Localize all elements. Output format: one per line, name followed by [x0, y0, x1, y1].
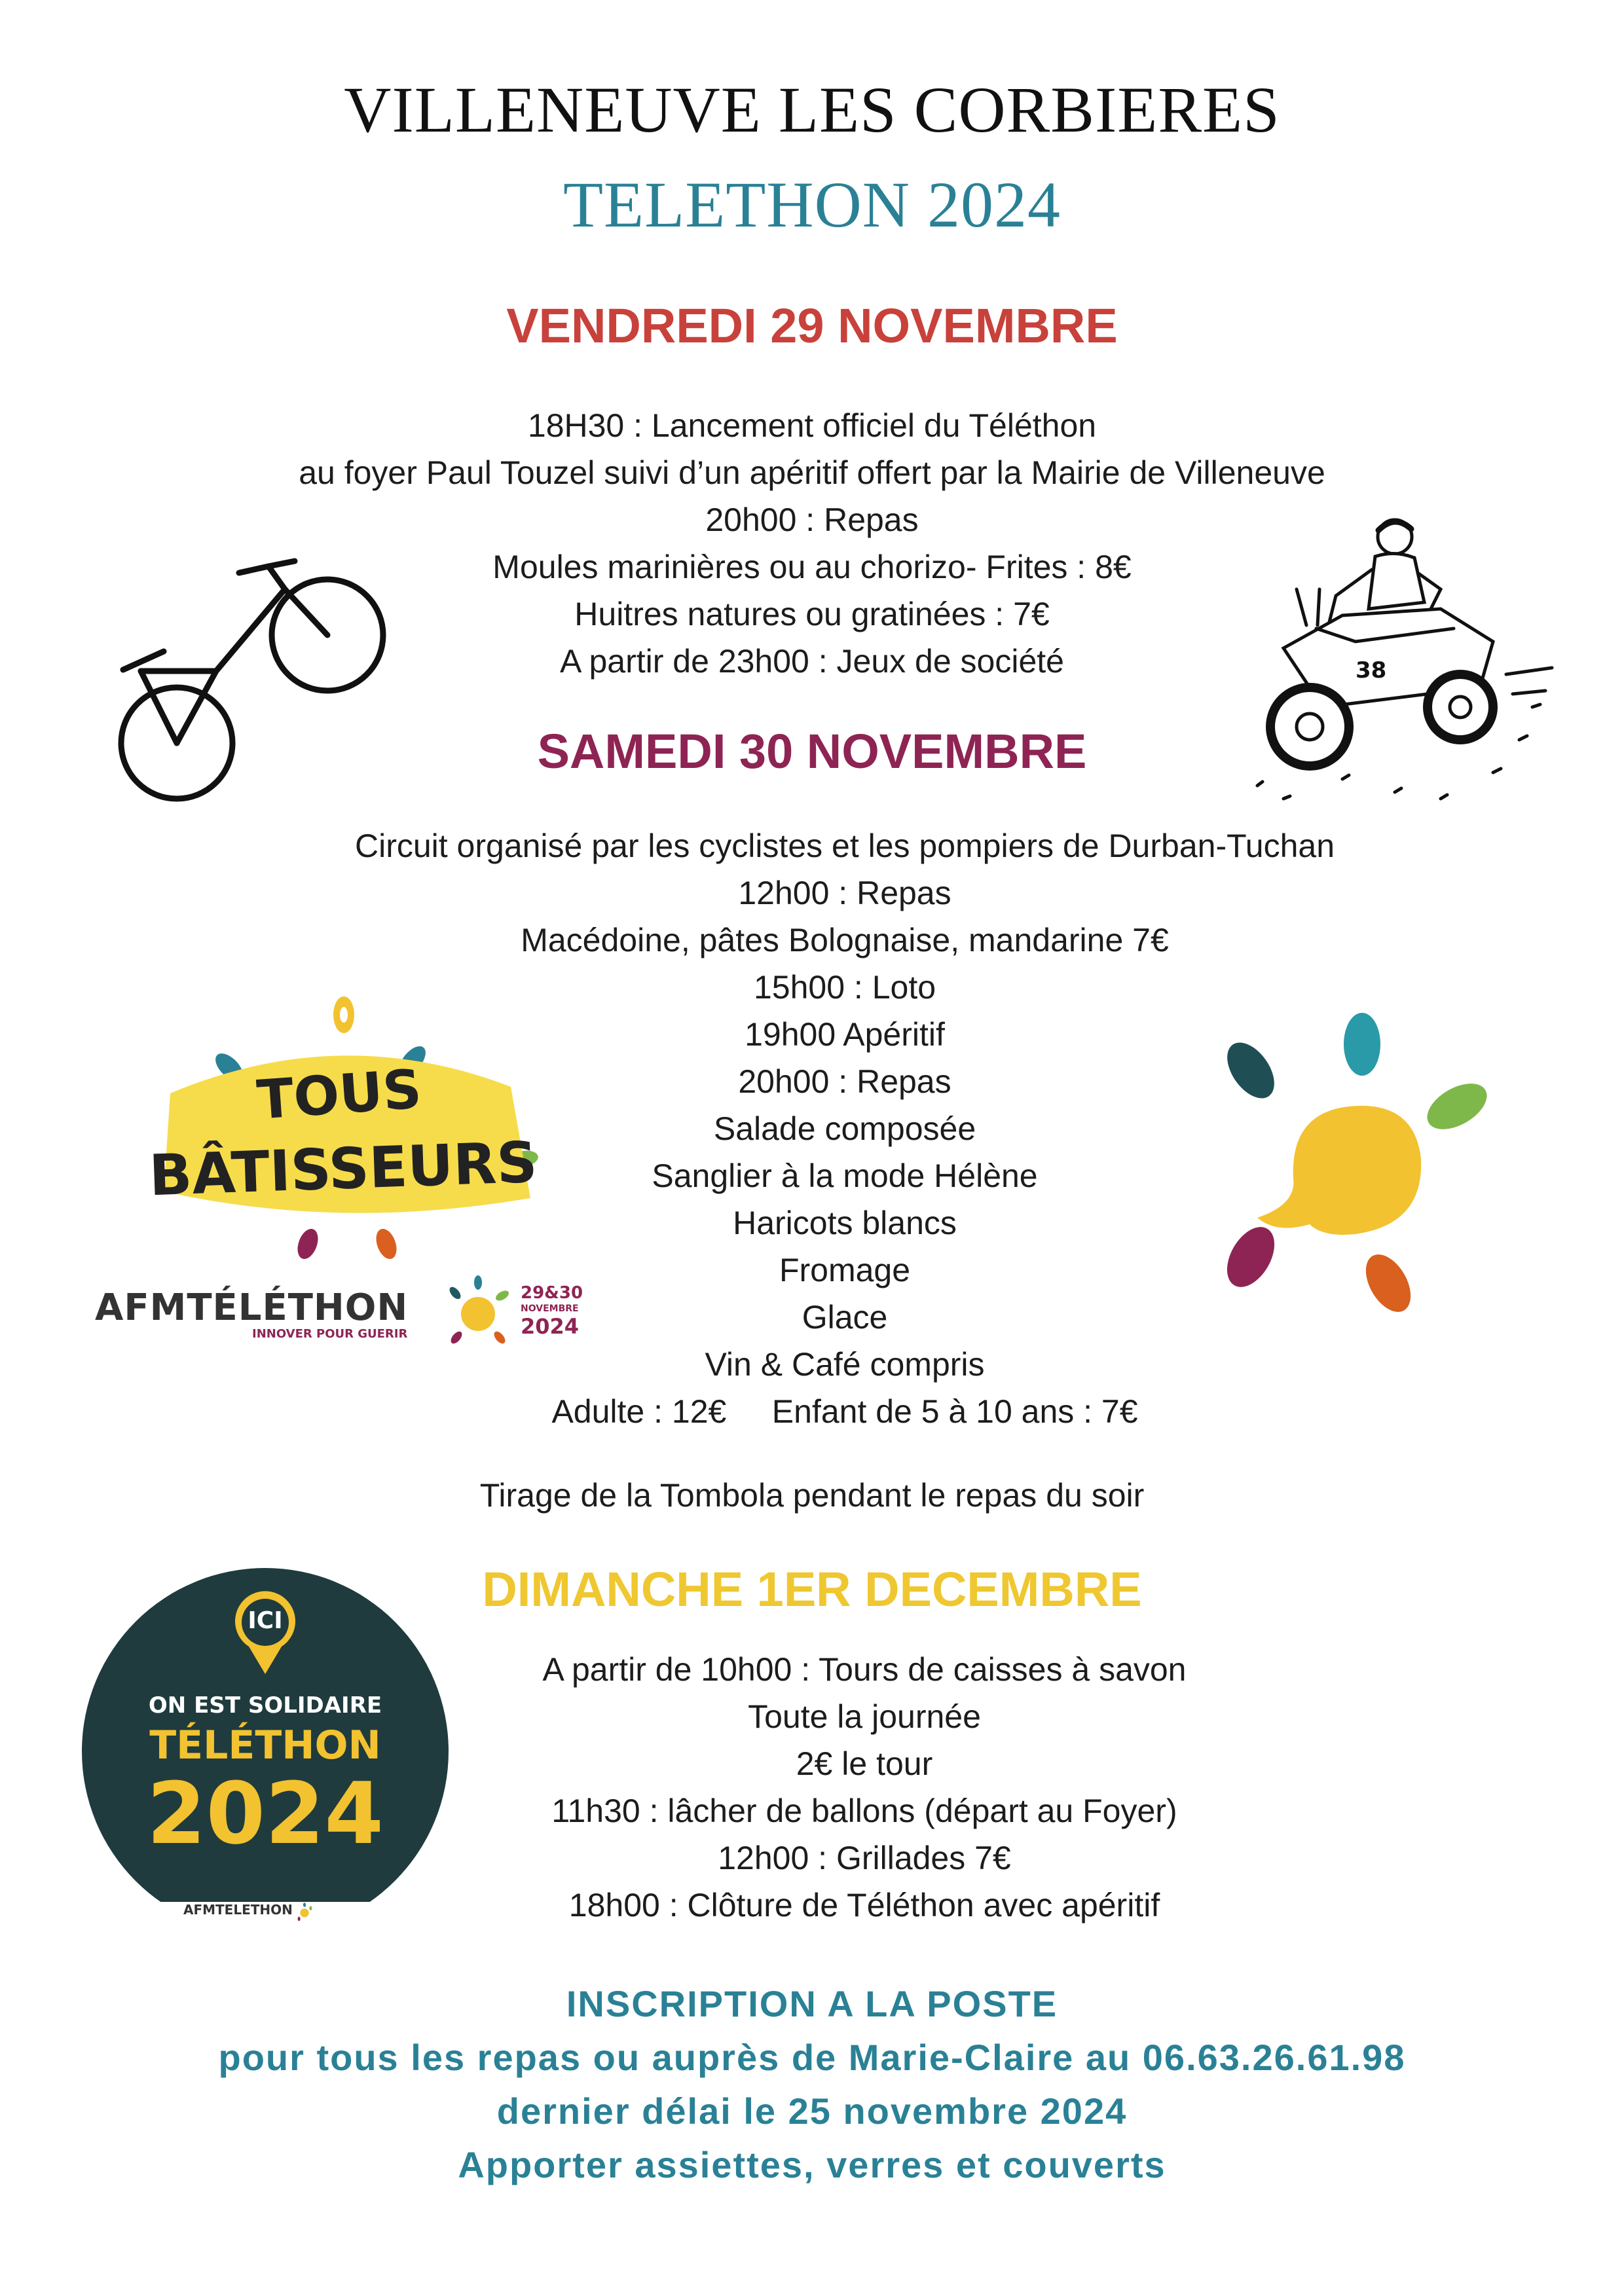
program-line: 20h00 : Repas [738, 1063, 951, 1100]
badge-year: 2024 [147, 1764, 384, 1863]
program-line: Toute la journée [748, 1698, 981, 1735]
program-line: 15h00 : Loto [753, 969, 936, 1006]
telethon-sun-icon [295, 1903, 314, 1921]
svg-text:38: 38 [1356, 657, 1387, 683]
program-line: Vin & Café compris [705, 1346, 985, 1383]
badge-line1: ON EST SOLIDAIRE [148, 1692, 382, 1719]
program-line: Glace [802, 1299, 888, 1336]
batisseurs-text: BÂTISSEURS [147, 1129, 538, 1209]
friday-heading: VENDREDI 29 NOVEMBRE [506, 299, 1118, 353]
saturday-heading: SAMEDI 30 NOVEMBRE [537, 724, 1087, 778]
event-title: TELETHON 2024 [563, 168, 1061, 241]
program-line: A partir de 10h00 : Tours de caisses à savon [542, 1651, 1187, 1688]
program-line: 18H30 : Lancement officiel du Téléthon [527, 407, 1097, 444]
footer-registration: INSCRIPTION A LA POSTE [566, 1983, 1058, 2024]
badge-afm-text: AFMTELETHON [183, 1902, 293, 1918]
program-line: Salade composée [713, 1110, 976, 1147]
program-line: Macédoine, pâtes Bolognaise, mandarine 7€ [521, 922, 1169, 958]
footer-deadline: dernier délai le 25 novembre 2024 [496, 2090, 1128, 2132]
program-line: 12h00 : Grillades 7€ [718, 1840, 1011, 1876]
tombola-notice: Tirage de la Tombola pendant le repas du soir [479, 1477, 1145, 1514]
town-title: VILLENEUVE LES CORBIERES [344, 73, 1280, 146]
badge-line2: TÉLÉTHON [149, 1722, 381, 1768]
afm-telethon-logo [95, 1283, 619, 1365]
program-line: 11h30 : lâcher de ballons (départ au Foyer) [551, 1793, 1177, 1829]
program-line: Adulte : 12€ Enfant de 5 à 10 ans : 7€ [551, 1393, 1138, 1430]
afm-brand: AFMTÉLÉTHON [95, 1286, 409, 1329]
tous-batisseurs-logo [144, 982, 550, 1270]
telethon-sun-icon [442, 1273, 514, 1345]
badge-afm-logo [183, 1902, 354, 1928]
program-line: 12h00 : Repas [738, 875, 951, 911]
program-line: Haricots blancs [733, 1205, 957, 1241]
program-line: Circuit organisé par les cyclistes et les pompiers de Durban-Tuchan [354, 828, 1335, 864]
afm-year: 2024 [521, 1314, 580, 1339]
telethon-sun-icon [1211, 1008, 1506, 1322]
footer-bring-items: Apporter assiettes, verres et couverts [458, 2144, 1166, 2185]
program-line: 20h00 : Repas [705, 501, 919, 538]
program-line: Fromage [779, 1252, 911, 1288]
solidarity-badge [82, 1568, 449, 1902]
program-line: A partir de 23h00 : Jeux de société [560, 643, 1064, 680]
program-line: 18h00 : Clôture de Téléthon avec apéritif [568, 1887, 1160, 1923]
badge-pin-text: ICI [248, 1607, 283, 1634]
program-line: 19h00 Apéritif [745, 1016, 945, 1053]
program-line: 2€ le tour [796, 1745, 933, 1782]
footer-contact: pour tous les repas ou auprès de Marie-Claire au 06.63.26.61.98 [218, 2037, 1406, 2078]
program-line: Sanglier à la mode Hélène [652, 1157, 1038, 1194]
sunday-program [478, 1646, 1251, 1929]
sunday-heading: DIMANCHE 1ER DECEMBRE [482, 1562, 1142, 1616]
program-line: au foyer Paul Touzel suivi d’un apéritif offert par la Mairie de Villeneuve [299, 454, 1325, 491]
afm-dates: 29&30 [521, 1283, 583, 1303]
tous-text: TOUS [255, 1058, 424, 1132]
program-line: Moules marinières ou au chorizo- Frites : 8€ [492, 549, 1132, 585]
afm-month: NOVEMBRE [521, 1303, 579, 1314]
afm-tagline: INNOVER POUR GUERIR [252, 1327, 408, 1341]
program-line: Huitres natures ou gratinées : 7€ [574, 596, 1050, 632]
